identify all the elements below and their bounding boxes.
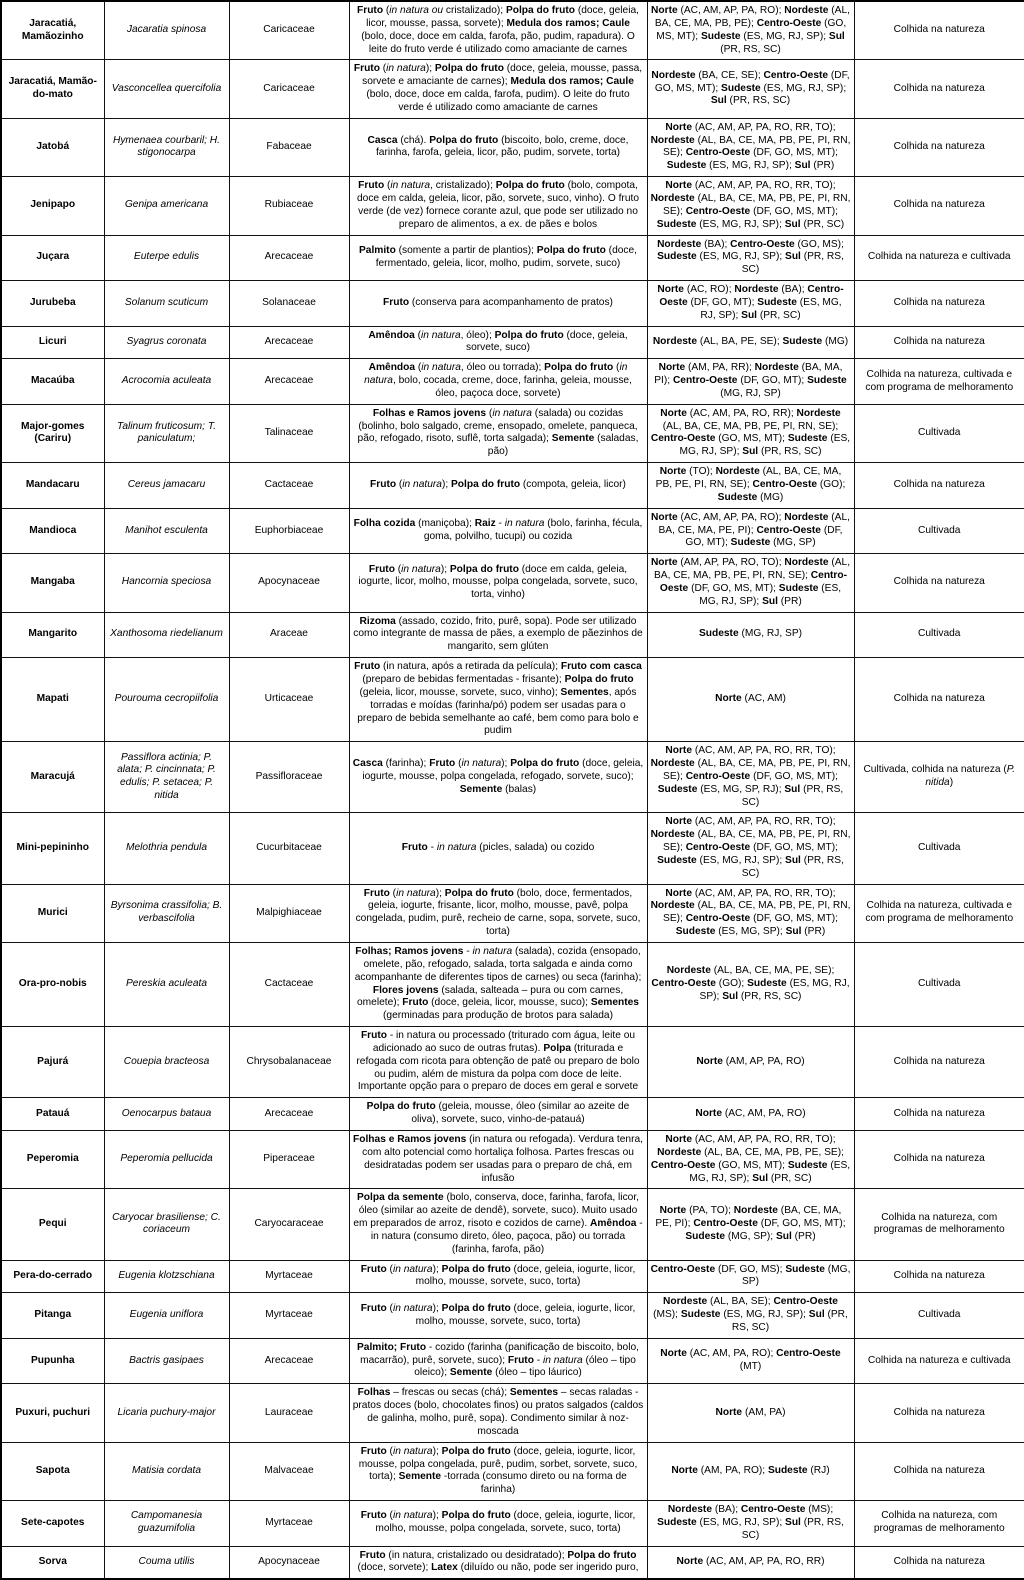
cell-uses: Fruto (in natura); Polpa do fruto (doce, geleia, iogurte, licor, molho, mousse, sorvete, suco, torta) (349, 1293, 647, 1339)
cell-origin: Colhida na natureza, com programas de melhoramento (854, 1501, 1024, 1547)
cell-origin: Colhida na natureza, cultivada e com programa de melhoramento (854, 359, 1024, 405)
cell-uses: Rizoma (assado, cozido, frito, purê, sopa). Pode ser utilizado como integrante de massa de pães, a exemplo de pãezinhos de mangarito, sem glúten (349, 612, 647, 658)
cell-origin: Colhida na natureza e cultivada (854, 1338, 1024, 1384)
cell-scientific-name: Euterpe edulis (104, 235, 229, 281)
cell-origin: Cultivada, colhida na natureza (P. nitida) (854, 742, 1024, 813)
cell-scientific-name: Passiflora actinia; P. alata; P. cincinnata; P. edulis; P. setacea; P. nitida (104, 742, 229, 813)
cell-scientific-name: Byrsonima crassifolia; B. verbascifolia (104, 884, 229, 942)
cell-scientific-name: Xanthosoma riedelianum (104, 612, 229, 658)
cell-regions: Norte (AC, AM, PA, RO); Centro-Oeste (MT) (647, 1338, 854, 1384)
cell-common-name: Peperomia (1, 1130, 104, 1188)
cell-uses: Fruto (in natura, após a retirada da película); Fruto com casca (preparo de bebidas fermentadas - frisante); Polpa do fruto (geleia, licor, mousse, sorvete, suco, vinho); Sementes, após torradas e moídas (farinha/pó) podem ser usadas para o preparo de bebida semelhante ao café, bem como para bolo e pudim (349, 658, 647, 742)
table-row (1, 1130, 1024, 1188)
cell-uses: Fruto - in natura (picles, salada) ou cozido (349, 813, 647, 884)
cell-regions: Norte (AM, PA, RO); Sudeste (RJ) (647, 1442, 854, 1500)
cell-uses: Fruto (in natura); Polpa do fruto (doce, geleia, iogurte, licor, molho, mousse, sorvete, suco, torta) (349, 1260, 647, 1293)
cell-regions: Norte (TO); Nordeste (AL, BA, CE, MA, PB, PE, PI, RN, SE); Centro-Oeste (GO); Sudeste (MG) (647, 463, 854, 509)
cell-family: Solanaceae (229, 281, 349, 327)
cell-scientific-name: Campomanesia guazumifolia (104, 1501, 229, 1547)
cell-common-name: Pequi (1, 1189, 104, 1260)
cell-common-name: Juçara (1, 235, 104, 281)
table-row (1, 742, 1024, 813)
cell-origin: Cultivada (854, 1293, 1024, 1339)
cell-common-name: Pera-do-cerrado (1, 1260, 104, 1293)
cell-regions: Norte (AC, AM, AP, PA, RO, RR, TO); Nordeste (AL, BA, CE, MA, PB, PE, PI, RN, SE); Centro-Oeste (DF, GO, MS, MT); Sudeste (ES, MG, SP, RJ); Sul (PR, RS, SC) (647, 742, 854, 813)
cell-family: Apocynaceae (229, 554, 349, 612)
table-row (1, 1260, 1024, 1293)
cell-regions: Norte (AM, PA) (647, 1384, 854, 1442)
cell-origin: Colhida na natureza (854, 463, 1024, 509)
table-row (1, 554, 1024, 612)
cell-regions: Norte (AM, AP, PA, RO, TO); Nordeste (AL, BA, CE, MA, PB, PE, PI, RN, SE); Centro-Oeste (DF, GO, MS, MT); Sudeste (ES, MG, RJ, SP); Sul (PR) (647, 554, 854, 612)
cell-origin: Colhida na natureza (854, 326, 1024, 359)
cell-scientific-name: Talinum fruticosum; T. paniculatum; (104, 404, 229, 462)
cell-scientific-name: Syagrus coronata (104, 326, 229, 359)
cell-family: Passifloraceae (229, 742, 349, 813)
cell-scientific-name: Eugenia klotzschiana (104, 1260, 229, 1293)
table-row (1, 658, 1024, 742)
cell-origin: Cultivada (854, 813, 1024, 884)
cell-scientific-name: Jacaratia spinosa (104, 1, 229, 60)
cell-regions: Nordeste (BA, CE, SE); Centro-Oeste (DF, GO, MS, MT); Sudeste (ES, MG, RJ, SP); Sul (PR, RS, SC) (647, 60, 854, 118)
cell-uses: Fruto (in natura ou cristalizado); Polpa do fruto (doce, geleia, licor, mousse, passa, sorvete); Medula dos ramos; Caule (bolo, doce, doce em calda, farofa, pão, pudim, rapadura). O leite do fruto verde é utilizado como amaciante de carnes (349, 1, 647, 60)
cell-regions: Nordeste (AL, BA, SE); Centro-Oeste (MS); Sudeste (ES, MG, RJ, SP); Sul (PR, RS, SC) (647, 1293, 854, 1339)
cell-origin: Cultivada (854, 508, 1024, 554)
cell-origin: Colhida na natureza (854, 281, 1024, 327)
table-row (1, 1546, 1024, 1579)
cell-uses: Folhas – frescas ou secas (chá); Sementes – secas raladas - pratos doces (bolo, chocolates finos) ou pratos salgados (caldos de galinha, molho, purê, sopa). Condimento similar à noz-moscada (349, 1384, 647, 1442)
cell-uses: Palmito; Fruto - cozido (farinha (panificação de biscoito, bolo, macarrão), purê, sorvete, suco); Fruto - in natura (óleo – tipo oleico); Semente (óleo – tipo láurico) (349, 1338, 647, 1384)
table-row (1, 1189, 1024, 1260)
table-row (1, 463, 1024, 509)
cell-scientific-name: Vasconcellea quercifolia (104, 60, 229, 118)
table-body (1, 1, 1024, 1579)
cell-family: Araceae (229, 612, 349, 658)
table-row (1, 508, 1024, 554)
cell-family: Urticaceae (229, 658, 349, 742)
cell-scientific-name: Hancornia speciosa (104, 554, 229, 612)
table-row (1, 118, 1024, 176)
cell-common-name: Jurubeba (1, 281, 104, 327)
cell-origin: Colhida na natureza (854, 177, 1024, 235)
cell-uses: Folha cozida (maniçoba); Raiz - in natura (bolo, farinha, fécula, goma, polvilho, tucupi) ou cozida (349, 508, 647, 554)
cell-regions: Norte (AC, AM, AP, PA, RO, RR, TO); Nordeste (AL, BA, CE, MA, PB, PE, PI, RN, SE); Centro-Oeste (DF, GO, MS, MT); Sudeste (ES, MG, SP); Sul (PR) (647, 884, 854, 942)
cell-origin: Colhida na natureza (854, 1546, 1024, 1579)
cell-common-name: Sete-capotes (1, 1501, 104, 1547)
cell-scientific-name: Manihot esculenta (104, 508, 229, 554)
cell-scientific-name: Caryocar brasiliense; C. coriaceum (104, 1189, 229, 1260)
cell-common-name: Licuri (1, 326, 104, 359)
table-row (1, 404, 1024, 462)
cell-common-name: Sapota (1, 1442, 104, 1500)
cell-family: Malpighiaceae (229, 884, 349, 942)
table-row (1, 1098, 1024, 1131)
cell-family: Apocynaceae (229, 1546, 349, 1579)
cell-uses: Fruto (in natura); Polpa do fruto (compota, geleia, licor) (349, 463, 647, 509)
cell-common-name: Mangarito (1, 612, 104, 658)
cell-regions: Sudeste (MG, RJ, SP) (647, 612, 854, 658)
cell-regions: Norte (AC, AM, AP, PA, RO, RR, TO); Nordeste (AL, BA, CE, MA, PB, PE, PI, RN, SE); Centro-Oeste (DF, GO, MS, MT); Sudeste (ES, MG, RJ, SP); Sul (PR, SC) (647, 177, 854, 235)
cell-common-name: Pitanga (1, 1293, 104, 1339)
cell-common-name: Puxuri, puchuri (1, 1384, 104, 1442)
cell-origin: Colhida na natureza (854, 658, 1024, 742)
cell-scientific-name: Matisia cordata (104, 1442, 229, 1500)
table-row (1, 235, 1024, 281)
cell-uses: Fruto (in natura); Polpa do fruto (doce em calda, geleia, iogurte, licor, molho, mousse, polpa congelada, sorvete, suco, torta, vinho) (349, 554, 647, 612)
cell-scientific-name: Pereskia aculeata (104, 943, 229, 1027)
table-row (1, 281, 1024, 327)
cell-family: Rubiaceae (229, 177, 349, 235)
cell-regions: Nordeste (AL, BA, PE, SE); Sudeste (MG) (647, 326, 854, 359)
cell-uses: Fruto (in natura); Polpa do fruto (doce, geleia, iogurte, licor, mousse, polpa congelada, purê, pudim, sorbet, sorvete, suco, torta); Semente -torrada (consumo direto ou na forma de farinha) (349, 1442, 647, 1500)
cell-common-name: Jenipapo (1, 177, 104, 235)
cell-common-name: Major-gomes (Cariru) (1, 404, 104, 462)
cell-scientific-name: Eugenia uniflora (104, 1293, 229, 1339)
table-row (1, 60, 1024, 118)
cell-common-name: Mapati (1, 658, 104, 742)
cell-regions: Norte (AC, AM, AP, PA, RO, RR) (647, 1546, 854, 1579)
cell-scientific-name: Solanum scuticum (104, 281, 229, 327)
cell-uses: Casca (farinha); Fruto (in natura); Polpa do fruto (doce, geleia, iogurte, mousse, polpa congelada, refogado, sorvete, suco); Semente (balas) (349, 742, 647, 813)
cell-family: Talinaceae (229, 404, 349, 462)
cell-common-name: Mangaba (1, 554, 104, 612)
cell-common-name: Murici (1, 884, 104, 942)
cell-family: Cactaceae (229, 463, 349, 509)
cell-origin: Cultivada (854, 404, 1024, 462)
cell-regions: Norte (AC, AM, AP, PA, RO, RR, TO); Nordeste (AL, BA, CE, MA, PB, PE, PI, RN, SE); Centro-Oeste (DF, GO, MS, MT); Sudeste (ES, MG, RJ, SP); Sul (PR, RS, SC) (647, 813, 854, 884)
cell-uses: Polpa da semente (bolo, conserva, doce, farinha, farofa, licor, óleo (similar ao azeite de dendê), sorvete, suco). Muito usado em preparados de arroz, risoto e cozidos de carne). Amêndoa - in natura (consumo direto, óleo, paçoca, pão) ou torrada (farinha, farofa, pão) (349, 1189, 647, 1260)
cell-regions: Norte (PA, TO); Nordeste (BA, CE, MA, PE, PI); Centro-Oeste (DF, GO, MS, MT); Sudeste (MG, SP); Sul (PR) (647, 1189, 854, 1260)
cell-common-name: Ora-pro-nobis (1, 943, 104, 1027)
cell-regions: Nordeste (AL, BA, CE, MA, PE, SE); Centro-Oeste (GO); Sudeste (ES, MG, RJ, SP); Sul (PR, RS, SC) (647, 943, 854, 1027)
cell-regions: Norte (AC, AM, AP, PA, RO, RR, TO); Nordeste (AL, BA, CE, MA, PB, PE, PI, RN, SE); Centro-Oeste (DF, GO, MS, MT); Sudeste (ES, MG, RJ, SP); Sul (PR) (647, 118, 854, 176)
table-row (1, 1027, 1024, 1098)
cell-origin: Colhida na natureza (854, 1260, 1024, 1293)
cell-origin: Colhida na natureza (854, 1098, 1024, 1131)
cell-origin: Colhida na natureza (854, 60, 1024, 118)
cell-family: Arecaceae (229, 326, 349, 359)
cell-origin: Colhida na natureza e cultivada (854, 235, 1024, 281)
cell-common-name: Jaracatiá, Mamãozinho (1, 1, 104, 60)
cell-uses: Fruto (in natura); Polpa do fruto (bolo, doce, fermentados, geleia, iogurte, frisante, licor, molho, mousse, pavê, polpa congelada, pudim, purê, recheio de carne, sopa, sorvete, suco, torta) (349, 884, 647, 942)
cell-common-name: Jatobá (1, 118, 104, 176)
cell-origin: Colhida na natureza (854, 1442, 1024, 1500)
cell-uses: Amêndoa (in natura, óleo); Polpa do fruto (doce, geleia, sorvete, suco) (349, 326, 647, 359)
cell-family: Malvaceae (229, 1442, 349, 1500)
cell-uses: Folhas e Ramos jovens (in natura ou refogada). Verdura tenra, com alto potencial como hortaliça folhosa. Partes frescas ou desidratadas podem ser usadas para o preparo de chá, em infusão (349, 1130, 647, 1188)
cell-origin: Colhida na natureza, cultivada e com programa de melhoramento (854, 884, 1024, 942)
cell-scientific-name: Hymenaea courbaril; H. stigonocarpa (104, 118, 229, 176)
cell-common-name: Sorva (1, 1546, 104, 1579)
cell-uses: Fruto (conserva para acompanhamento de pratos) (349, 281, 647, 327)
cell-family: Fabaceae (229, 118, 349, 176)
table-row (1, 1442, 1024, 1500)
cell-origin: Colhida na natureza (854, 1384, 1024, 1442)
cell-regions: Norte (AC, AM, AP, PA, RO); Nordeste (AL, BA, CE, MA, PE, PI); Centro-Oeste (DF, GO, MT); Sudeste (MG, SP) (647, 508, 854, 554)
cell-common-name: Patauá (1, 1098, 104, 1131)
table-row (1, 1384, 1024, 1442)
cell-scientific-name: Acrocomia aculeata (104, 359, 229, 405)
cell-family: Arecaceae (229, 1338, 349, 1384)
cell-family: Lauraceae (229, 1384, 349, 1442)
table-row (1, 813, 1024, 884)
cell-origin: Cultivada (854, 612, 1024, 658)
table-row (1, 884, 1024, 942)
cell-origin: Colhida na natureza (854, 1130, 1024, 1188)
cell-common-name: Pajurá (1, 1027, 104, 1098)
table-row (1, 1293, 1024, 1339)
table-row (1, 326, 1024, 359)
cell-regions: Nordeste (BA); Centro-Oeste (MS); Sudeste (ES, MG, RJ, SP); Sul (PR, RS, SC) (647, 1501, 854, 1547)
cell-regions: Norte (AM, AP, PA, RO) (647, 1027, 854, 1098)
cell-origin: Cultivada (854, 943, 1024, 1027)
cell-family: Arecaceae (229, 1098, 349, 1131)
table-row (1, 612, 1024, 658)
cell-uses: Folhas; Ramos jovens - in natura (salada), cozida (ensopado, omelete, pão, refogado, salada, torta salgada e ainda como acompanhante de diferentes tipos de carnes) ou seca (farinha); Flores jovens (salada, salteada – pura ou com carnes, omelete); Fruto (doce, geleia, licor, mousse, suco); Sementes (germinadas para produção de brotos para salada) (349, 943, 647, 1027)
cell-regions: Norte (AC, AM, AP, PA, RO); Nordeste (AL, BA, CE, MA, PB, PE); Centro-Oeste (GO, MS, MT); Sudeste (ES, MG, RJ, SP); Sul (PR, RS, SC) (647, 1, 854, 60)
cell-family: Myrtaceae (229, 1293, 349, 1339)
cell-scientific-name: Cereus jamacaru (104, 463, 229, 509)
cell-uses: Palmito (somente a partir de plantios); Polpa do fruto (doce, fermentado, geleia, licor, molho, pudim, sorvete, suco) (349, 235, 647, 281)
cell-origin: Colhida na natureza (854, 554, 1024, 612)
cell-common-name: Mandacaru (1, 463, 104, 509)
cell-common-name: Maracujá (1, 742, 104, 813)
table-row (1, 1501, 1024, 1547)
cell-scientific-name: Pourouma cecropiifolia (104, 658, 229, 742)
cell-regions: Norte (AC, RO); Nordeste (BA); Centro-Oeste (DF, GO, MT); Sudeste (ES, MG, RJ, SP); Sul (PR, SC) (647, 281, 854, 327)
cell-regions: Centro-Oeste (DF, GO, MS); Sudeste (MG, SP) (647, 1260, 854, 1293)
cell-family: Caryocaraceae (229, 1189, 349, 1260)
cell-common-name: Macaúba (1, 359, 104, 405)
cell-uses: Folhas e Ramos jovens (in natura (salada) ou cozidas (bolinho, bolo salgado, creme, ensopado, omelete, panqueca, pão, refogado, risoto, suflê, torta salgada); Semente (saladas, pão) (349, 404, 647, 462)
cell-family: Caricaceae (229, 60, 349, 118)
cell-origin: Colhida na natureza (854, 1, 1024, 60)
cell-family: Cactaceae (229, 943, 349, 1027)
cell-common-name: Mini-pepininho (1, 813, 104, 884)
table-row (1, 177, 1024, 235)
cell-regions: Norte (AC, AM) (647, 658, 854, 742)
cell-regions: Norte (AM, PA, RR); Nordeste (BA, MA, PI); Centro-Oeste (DF, GO, MT); Sudeste (MG, RJ, SP) (647, 359, 854, 405)
cell-regions: Norte (AC, AM, PA, RO, RR); Nordeste (AL, BA, CE, MA, PB, PE, PI, RN, SE); Centro-Oeste (GO, MS, MT); Sudeste (ES, MG, RJ, SP); Sul (PR, RS, SC) (647, 404, 854, 462)
cell-uses: Polpa do fruto (geleia, mousse, óleo (similar ao azeite de oliva), sorvete, suco, vinho-de-patauá) (349, 1098, 647, 1131)
cell-uses: Fruto (in natura, cristalizado ou desidratado); Polpa do fruto (doce, sorvete); Latex (diluído ou não, pode ser ingerido puro, (349, 1546, 647, 1579)
cell-uses: Fruto (in natura, cristalizado); Polpa do fruto (bolo, compota, doce em calda, geleia, licor, pão, sorvete, suco, vinho). O fruto verde (de vez) fornece corante azul, que pode ser utilizado no preparo de alimentos, a ex. de pães e bolos (349, 177, 647, 235)
cell-scientific-name: Licaria puchury-major (104, 1384, 229, 1442)
cell-scientific-name: Oenocarpus bataua (104, 1098, 229, 1131)
cell-scientific-name: Genipa americana (104, 177, 229, 235)
cell-regions: Nordeste (BA); Centro-Oeste (GO, MS); Sudeste (ES, MG, RJ, SP); Sul (PR, RS, SC) (647, 235, 854, 281)
cell-scientific-name: Couepia bracteosa (104, 1027, 229, 1098)
table-row (1, 1, 1024, 60)
cell-origin: Colhida na natureza (854, 118, 1024, 176)
cell-family: Arecaceae (229, 235, 349, 281)
cell-family: Piperaceae (229, 1130, 349, 1188)
cell-family: Myrtaceae (229, 1501, 349, 1547)
cell-family: Cucurbitaceae (229, 813, 349, 884)
cell-uses: Casca (chá). Polpa do fruto (biscoito, bolo, creme, doce, farinha, farofa, geleia, licor, pão, pudim, sorvete, torta) (349, 118, 647, 176)
cell-family: Myrtaceae (229, 1260, 349, 1293)
table-row (1, 1338, 1024, 1384)
cell-family: Euphorbiaceae (229, 508, 349, 554)
cell-uses: Amêndoa (in natura, óleo ou torrada); Polpa do fruto (in natura, bolo, cocada, creme, doce, farinha, geleia, mousse, óleo, paçoca doce, sorvete) (349, 359, 647, 405)
cell-common-name: Jaracatiá, Mamão-do-mato (1, 60, 104, 118)
cell-common-name: Pupunha (1, 1338, 104, 1384)
cell-scientific-name: Peperomia pellucida (104, 1130, 229, 1188)
cell-origin: Colhida na natureza, com programas de melhoramento (854, 1189, 1024, 1260)
cell-uses: Fruto - in natura ou processado (triturado com água, leite ou adicionado ao suco de outras frutas). Polpa (triturada e refogada com ricota para obtenção de patê ou preparo de bolo ou pudim, além de mistura da polpa com doce de leite. Importante opção para o preparo de doces em geral e sorvete (349, 1027, 647, 1098)
cell-scientific-name: Couma utilis (104, 1546, 229, 1579)
table-row (1, 359, 1024, 405)
cell-uses: Fruto (in natura); Polpa do fruto (doce, geleia, mousse, passa, sorvete e amaciante de carnes); Medula dos ramos; Caule (bolo, doce, doce em calda, farofa, pudim). O leite do fruto verde é utilizado como amaciante de carnes (349, 60, 647, 118)
cell-regions: Norte (AC, AM, AP, PA, RO, RR, TO); Nordeste (AL, BA, CE, MA, PB, PE, SE); Centro-Oeste (GO, MS, MT); Sudeste (ES, MG, RJ, SP); Sul (PR, SC) (647, 1130, 854, 1188)
cell-common-name: Mandioca (1, 508, 104, 554)
cell-regions: Norte (AC, AM, PA, RO) (647, 1098, 854, 1131)
cell-origin: Colhida na natureza (854, 1027, 1024, 1098)
cell-family: Caricaceae (229, 1, 349, 60)
cell-scientific-name: Bactris gasipaes (104, 1338, 229, 1384)
cell-uses: Fruto (in natura); Polpa do fruto (doce, geleia, iogurte, licor, molho, mousse, polpa congelada, sorvete, suco, torta) (349, 1501, 647, 1547)
cell-family: Arecaceae (229, 359, 349, 405)
cell-family: Chrysobalanaceae (229, 1027, 349, 1098)
table-row (1, 943, 1024, 1027)
cell-scientific-name: Melothria pendula (104, 813, 229, 884)
